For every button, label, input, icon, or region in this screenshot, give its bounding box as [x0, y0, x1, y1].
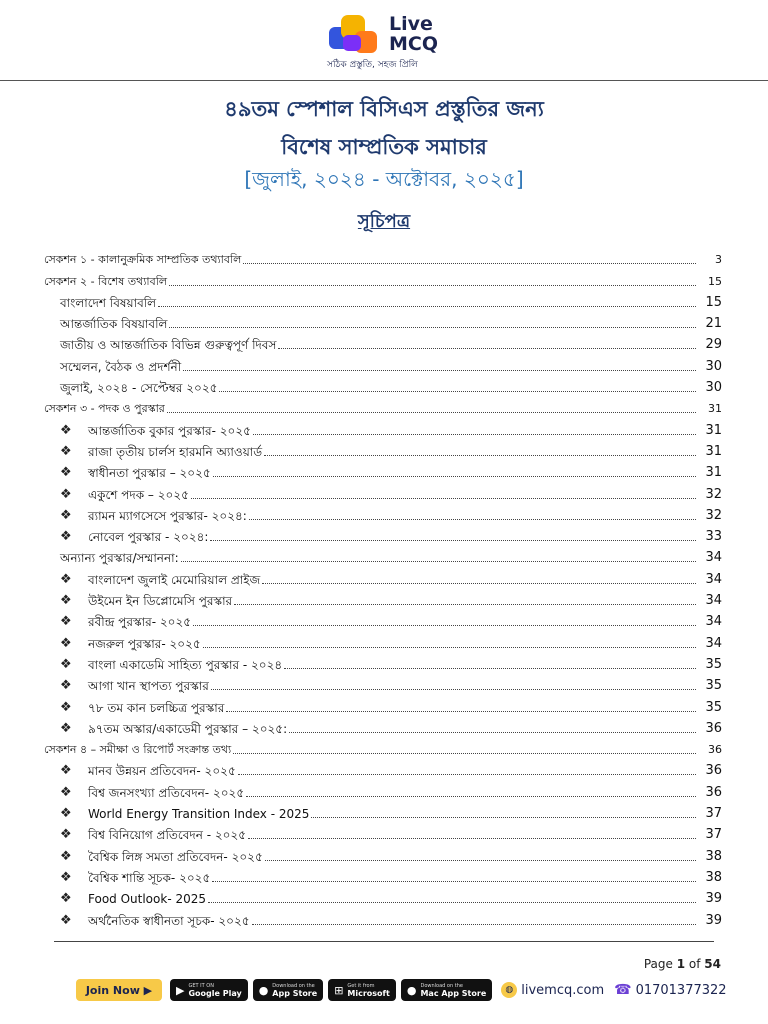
toc-entry-row[interactable] — [44, 821, 722, 842]
toc-entry-label: আগা খান স্থাপত্য পুরস্কার — [88, 679, 209, 694]
toc-page-number: 39 — [705, 891, 722, 907]
toc-entry-label: জাতীয় ও আন্তর্জাতিক বিভিন্ন গুরুত্বপূর্ণ দিবস — [60, 338, 277, 353]
dot-leader — [246, 796, 696, 797]
toc-entry-label: বৈশ্বিক লিঙ্গ সমতা প্রতিবেদন- ২০২৫ — [88, 849, 263, 864]
toc-page-number: 39 — [705, 912, 722, 928]
diamond-bullet-icon: ❖ — [60, 465, 72, 481]
toc-entry-row[interactable] — [44, 523, 722, 544]
document-title-line2: বিশেষ সাম্প্রতিক সমাচার — [281, 135, 487, 159]
toc-entry-label: বাংলাদেশ জুলাই মেমোরিয়াল প্রাইজ — [88, 572, 261, 587]
toc-section-row[interactable] — [44, 395, 722, 416]
toc-entry-row[interactable] — [44, 438, 722, 459]
dot-leader — [289, 732, 696, 733]
logo-wordmark — [389, 14, 438, 54]
toc-entry-label: বাংলাদেশ বিষয়াবলি — [60, 295, 157, 310]
toc-entry-label: সেকশন ৪ – সমীক্ষা ও রিপোর্ট সংক্রান্ত তথ্য — [44, 743, 232, 757]
toc-page-number: 3 — [715, 253, 722, 267]
toc-entry-label: উইমেন ইন ডিপ্লোমেসি পুরস্কার — [88, 594, 233, 609]
toc-entry-label: আন্তর্জাতিক বিষয়াবলি — [60, 317, 168, 332]
toc-entry-row[interactable] — [44, 778, 722, 799]
toc-entry-label: সেকশন ৩ - পদক ও পুরস্কার — [44, 402, 165, 416]
toc-page-number: 36 — [705, 784, 722, 800]
toc-entry-label: র‍্যামন ম্যাগসেসে পুরস্কার- ২০২৪: — [88, 508, 247, 523]
toc-entry-label: ৭৮ তম কান চলচ্চিত্র পুরস্কার — [88, 700, 225, 715]
toc-entry-row[interactable] — [44, 480, 722, 501]
toc-page-number: 36 — [705, 763, 722, 779]
dot-leader — [226, 711, 696, 712]
toc-entry-row[interactable] — [44, 352, 722, 373]
toc-page-number: 15 — [705, 294, 722, 310]
dot-leader — [284, 668, 696, 669]
toc-entry-label: স্বাধীনতা পুরস্কার – ২০২৫ — [88, 466, 211, 481]
dot-leader — [249, 519, 696, 520]
toc-entry-label: Food Outlook- 2025 — [88, 892, 206, 907]
dot-leader — [211, 689, 696, 690]
dot-leader — [212, 881, 696, 882]
diamond-bullet-icon: ❖ — [60, 422, 72, 438]
toc-page-number: 34 — [705, 550, 722, 566]
toc-entry-row[interactable] — [44, 459, 722, 480]
diamond-bullet-icon: ❖ — [60, 529, 72, 545]
document-title-line1: ৪৯তম স্পেশাল বিসিএস প্রস্তুতির জন্য — [224, 97, 544, 121]
dot-leader — [238, 774, 696, 775]
dot-leader — [181, 561, 696, 562]
diamond-bullet-icon: ❖ — [60, 891, 72, 907]
diamond-bullet-icon: ❖ — [60, 614, 72, 630]
toc-section-row[interactable] — [44, 246, 722, 267]
dot-leader — [265, 860, 696, 861]
toc-entry-row[interactable] — [44, 864, 722, 885]
logo-mark-icon — [327, 13, 379, 57]
toc-page-number: 30 — [705, 358, 722, 374]
dot-leader — [278, 348, 696, 349]
toc-page-number: 38 — [705, 869, 722, 885]
diamond-bullet-icon: ❖ — [60, 806, 72, 822]
dot-leader — [169, 327, 696, 328]
toc-entry-row[interactable] — [44, 757, 722, 778]
toc-entry-label: আন্তর্জাতিক বুকার পুরস্কার- ২০২৫ — [88, 423, 251, 438]
toc-entry-row[interactable] — [44, 331, 722, 352]
diamond-bullet-icon: ❖ — [60, 763, 72, 779]
toc-entry-label: অর্থনৈতিক স্বাধীনতা সূচক- ২০২৫ — [88, 913, 250, 928]
document-date-range: [জুলাই, ২০২৪ - অক্টোবর, ২০২৫] — [244, 167, 524, 191]
logo-line2: MCQ — [389, 33, 439, 55]
toc-entry-row[interactable] — [44, 693, 722, 714]
toc-page-number: 34 — [705, 571, 722, 587]
toc-entry-label: অন্যান্য পুরস্কার/সম্মাননা: — [60, 551, 179, 566]
google-play-badge[interactable]: ▶ GET IT ON Google Play — [170, 979, 248, 1001]
toc-section-row[interactable] — [44, 736, 722, 757]
page-number: Page 1 of 54 — [643, 957, 721, 971]
toc-entry-label: সেকশন ২ - বিশেষ তথ্যাবলি — [44, 274, 168, 288]
diamond-bullet-icon: ❖ — [60, 656, 72, 672]
toc-entry-label: বিশ্ব জনসংখ্যা প্রতিবেদন- ২০২৫ — [88, 785, 245, 800]
toc-page-number: 30 — [705, 380, 722, 396]
toc-page-number: 15 — [708, 274, 722, 288]
toc-page-number: 31 — [705, 465, 722, 481]
toc-entry-row[interactable] — [44, 672, 722, 693]
diamond-bullet-icon: ❖ — [60, 869, 72, 885]
toc-entry-row[interactable] — [44, 374, 722, 395]
toc-page-number: 35 — [705, 656, 722, 672]
toc-page-number: 29 — [705, 337, 722, 353]
footer-bar — [76, 978, 727, 1002]
phone-icon: ☎ — [614, 982, 632, 998]
google-play-icon: ▶ — [176, 983, 185, 997]
toc-entry-label: বিশ্ব বিনিয়োগ প্রতিবেদন - ২০২৫ — [88, 828, 247, 843]
toc-entry-label: মানব উন্নয়ন প্রতিবেদন- ২০২৫ — [88, 764, 236, 779]
logo-line1: Live — [389, 13, 433, 35]
dot-leader — [213, 476, 696, 477]
toc-entry-row[interactable] — [44, 502, 722, 523]
diamond-bullet-icon: ❖ — [60, 912, 72, 928]
mac-app-store-badge[interactable]: ● Download on the Mac App Store — [401, 979, 492, 1001]
toc-entry-row[interactable] — [44, 651, 722, 672]
toc-entry-row[interactable] — [44, 629, 722, 650]
diamond-bullet-icon: ❖ — [60, 720, 72, 736]
dot-leader — [193, 625, 696, 626]
table-of-contents — [44, 246, 722, 928]
dot-leader — [169, 285, 696, 286]
toc-entry-label: World Energy Transition Index - 2025 — [88, 807, 310, 822]
page-header — [0, 0, 768, 82]
toc-page-number: 35 — [705, 678, 722, 694]
diamond-bullet-icon: ❖ — [60, 443, 72, 459]
toc-entry-label: সেকশন ১ - কালানুক্রমিক সাম্প্রতিক তথ্যাবলি — [44, 253, 242, 267]
dot-leader — [203, 647, 696, 648]
toc-page-number: 31 — [708, 402, 722, 416]
dot-leader — [262, 583, 696, 584]
toc-entry-label: ৯৭তম অস্কার/একাডেমী পুরস্কার – ২০২৫: — [88, 721, 288, 736]
apple-icon: ● — [406, 983, 417, 997]
diamond-bullet-icon: ❖ — [60, 593, 72, 609]
dot-leader — [253, 434, 696, 435]
dot-leader — [243, 263, 696, 264]
toc-entry-label: সম্মেলন, বৈঠক ও প্রদর্শনী — [60, 359, 182, 374]
diamond-bullet-icon: ❖ — [60, 635, 72, 651]
toc-page-number: 37 — [705, 827, 722, 843]
dot-leader — [234, 604, 696, 605]
diamond-bullet-icon: ❖ — [60, 827, 72, 843]
toc-entry-row[interactable] — [44, 289, 722, 310]
toc-section-row[interactable] — [44, 267, 722, 288]
microsoft-icon: ⊞ — [334, 983, 344, 997]
dot-leader — [311, 817, 696, 818]
toc-entry-label: রবীন্দ্র পুরস্কার- ২০২৫ — [88, 615, 192, 630]
toc-page-number: 36 — [708, 743, 722, 757]
phone-contact: ☎ 01701377322 — [614, 982, 727, 998]
toc-page-number: 38 — [705, 848, 722, 864]
toc-page-number: 36 — [705, 720, 722, 736]
toc-entry-label: একুশে পদক – ২০২৫ — [88, 487, 189, 502]
website-link[interactable]: ◍ livemcq.com — [501, 982, 604, 998]
dot-leader — [158, 306, 696, 307]
toc-entry-row[interactable] — [44, 715, 722, 736]
logo-tagline: সঠিক প্রস্তুতি, সহজ প্রিলি — [327, 60, 418, 70]
app-store-badge[interactable]: ● Download on the App Store — [253, 979, 324, 1001]
toc-entry-row[interactable] — [44, 842, 722, 863]
diamond-bullet-icon: ❖ — [60, 486, 72, 502]
toc-page-number: 31 — [705, 443, 722, 459]
dot-leader — [208, 902, 696, 903]
toc-page-number: 32 — [705, 486, 722, 502]
toc-page-number: 37 — [705, 806, 722, 822]
join-now-button[interactable]: Join Now ▶ — [76, 979, 162, 1001]
diamond-bullet-icon: ❖ — [60, 784, 72, 800]
toc-entry-row[interactable] — [44, 565, 722, 586]
dot-leader — [248, 838, 696, 839]
toc-entry-label: বাংলা একাডেমি সাহিত্য পুরস্কার - ২০২৪ — [88, 657, 283, 672]
toc-entry-label: নজরুল পুরস্কার- ২০২৫ — [88, 636, 201, 651]
toc-page-number: 34 — [705, 635, 722, 651]
toc-entry-row[interactable] — [44, 544, 722, 565]
microsoft-store-badge[interactable]: ⊞ Get it from Microsoft — [328, 979, 396, 1001]
dot-leader — [167, 412, 696, 413]
toc-entry-row[interactable] — [44, 800, 722, 821]
toc-page-number: 35 — [705, 699, 722, 715]
toc-entry-label: নোবেল পুরস্কার - ২০২৪: — [88, 530, 209, 545]
dot-leader — [219, 391, 696, 392]
toc-entry-row[interactable] — [44, 885, 722, 906]
dot-leader — [264, 455, 696, 456]
livemcq-logo — [327, 10, 453, 70]
diamond-bullet-icon: ❖ — [60, 699, 72, 715]
diamond-bullet-icon: ❖ — [60, 678, 72, 694]
dot-leader — [191, 498, 696, 499]
toc-page-number: 21 — [705, 316, 722, 332]
toc-page-number: 34 — [705, 593, 722, 609]
toc-page-number: 33 — [705, 529, 722, 545]
toc-page-number: 34 — [705, 614, 722, 630]
toc-page-number: 32 — [705, 507, 722, 523]
toc-page-number: 31 — [705, 422, 722, 438]
diamond-bullet-icon: ❖ — [60, 571, 72, 587]
diamond-bullet-icon: ❖ — [60, 848, 72, 864]
toc-entry-row[interactable] — [44, 587, 722, 608]
globe-icon: ◍ — [501, 982, 517, 998]
dot-leader — [252, 924, 696, 925]
toc-entry-row[interactable] — [44, 608, 722, 629]
apple-icon: ● — [258, 983, 269, 997]
toc-entry-row[interactable] — [44, 906, 722, 927]
toc-entry-row[interactable] — [44, 416, 722, 437]
footer-divider — [54, 941, 714, 942]
dot-leader — [233, 753, 696, 754]
dot-leader — [210, 540, 696, 541]
header-divider — [0, 80, 768, 81]
toc-entry-row[interactable] — [44, 310, 722, 331]
dot-leader — [183, 370, 696, 371]
diamond-bullet-icon: ❖ — [60, 507, 72, 523]
toc-heading: সূচিপত্র — [357, 211, 411, 232]
toc-entry-label: জুলাই, ২০২৪ - সেপ্টেম্বর ২০২৫ — [60, 381, 218, 396]
toc-entry-label: বৈশ্বিক শান্তি সূচক- ২০২৫ — [88, 870, 211, 885]
toc-entry-label: রাজা তৃতীয় চার্লস হারমনি অ্যাওয়ার্ড — [88, 444, 263, 459]
